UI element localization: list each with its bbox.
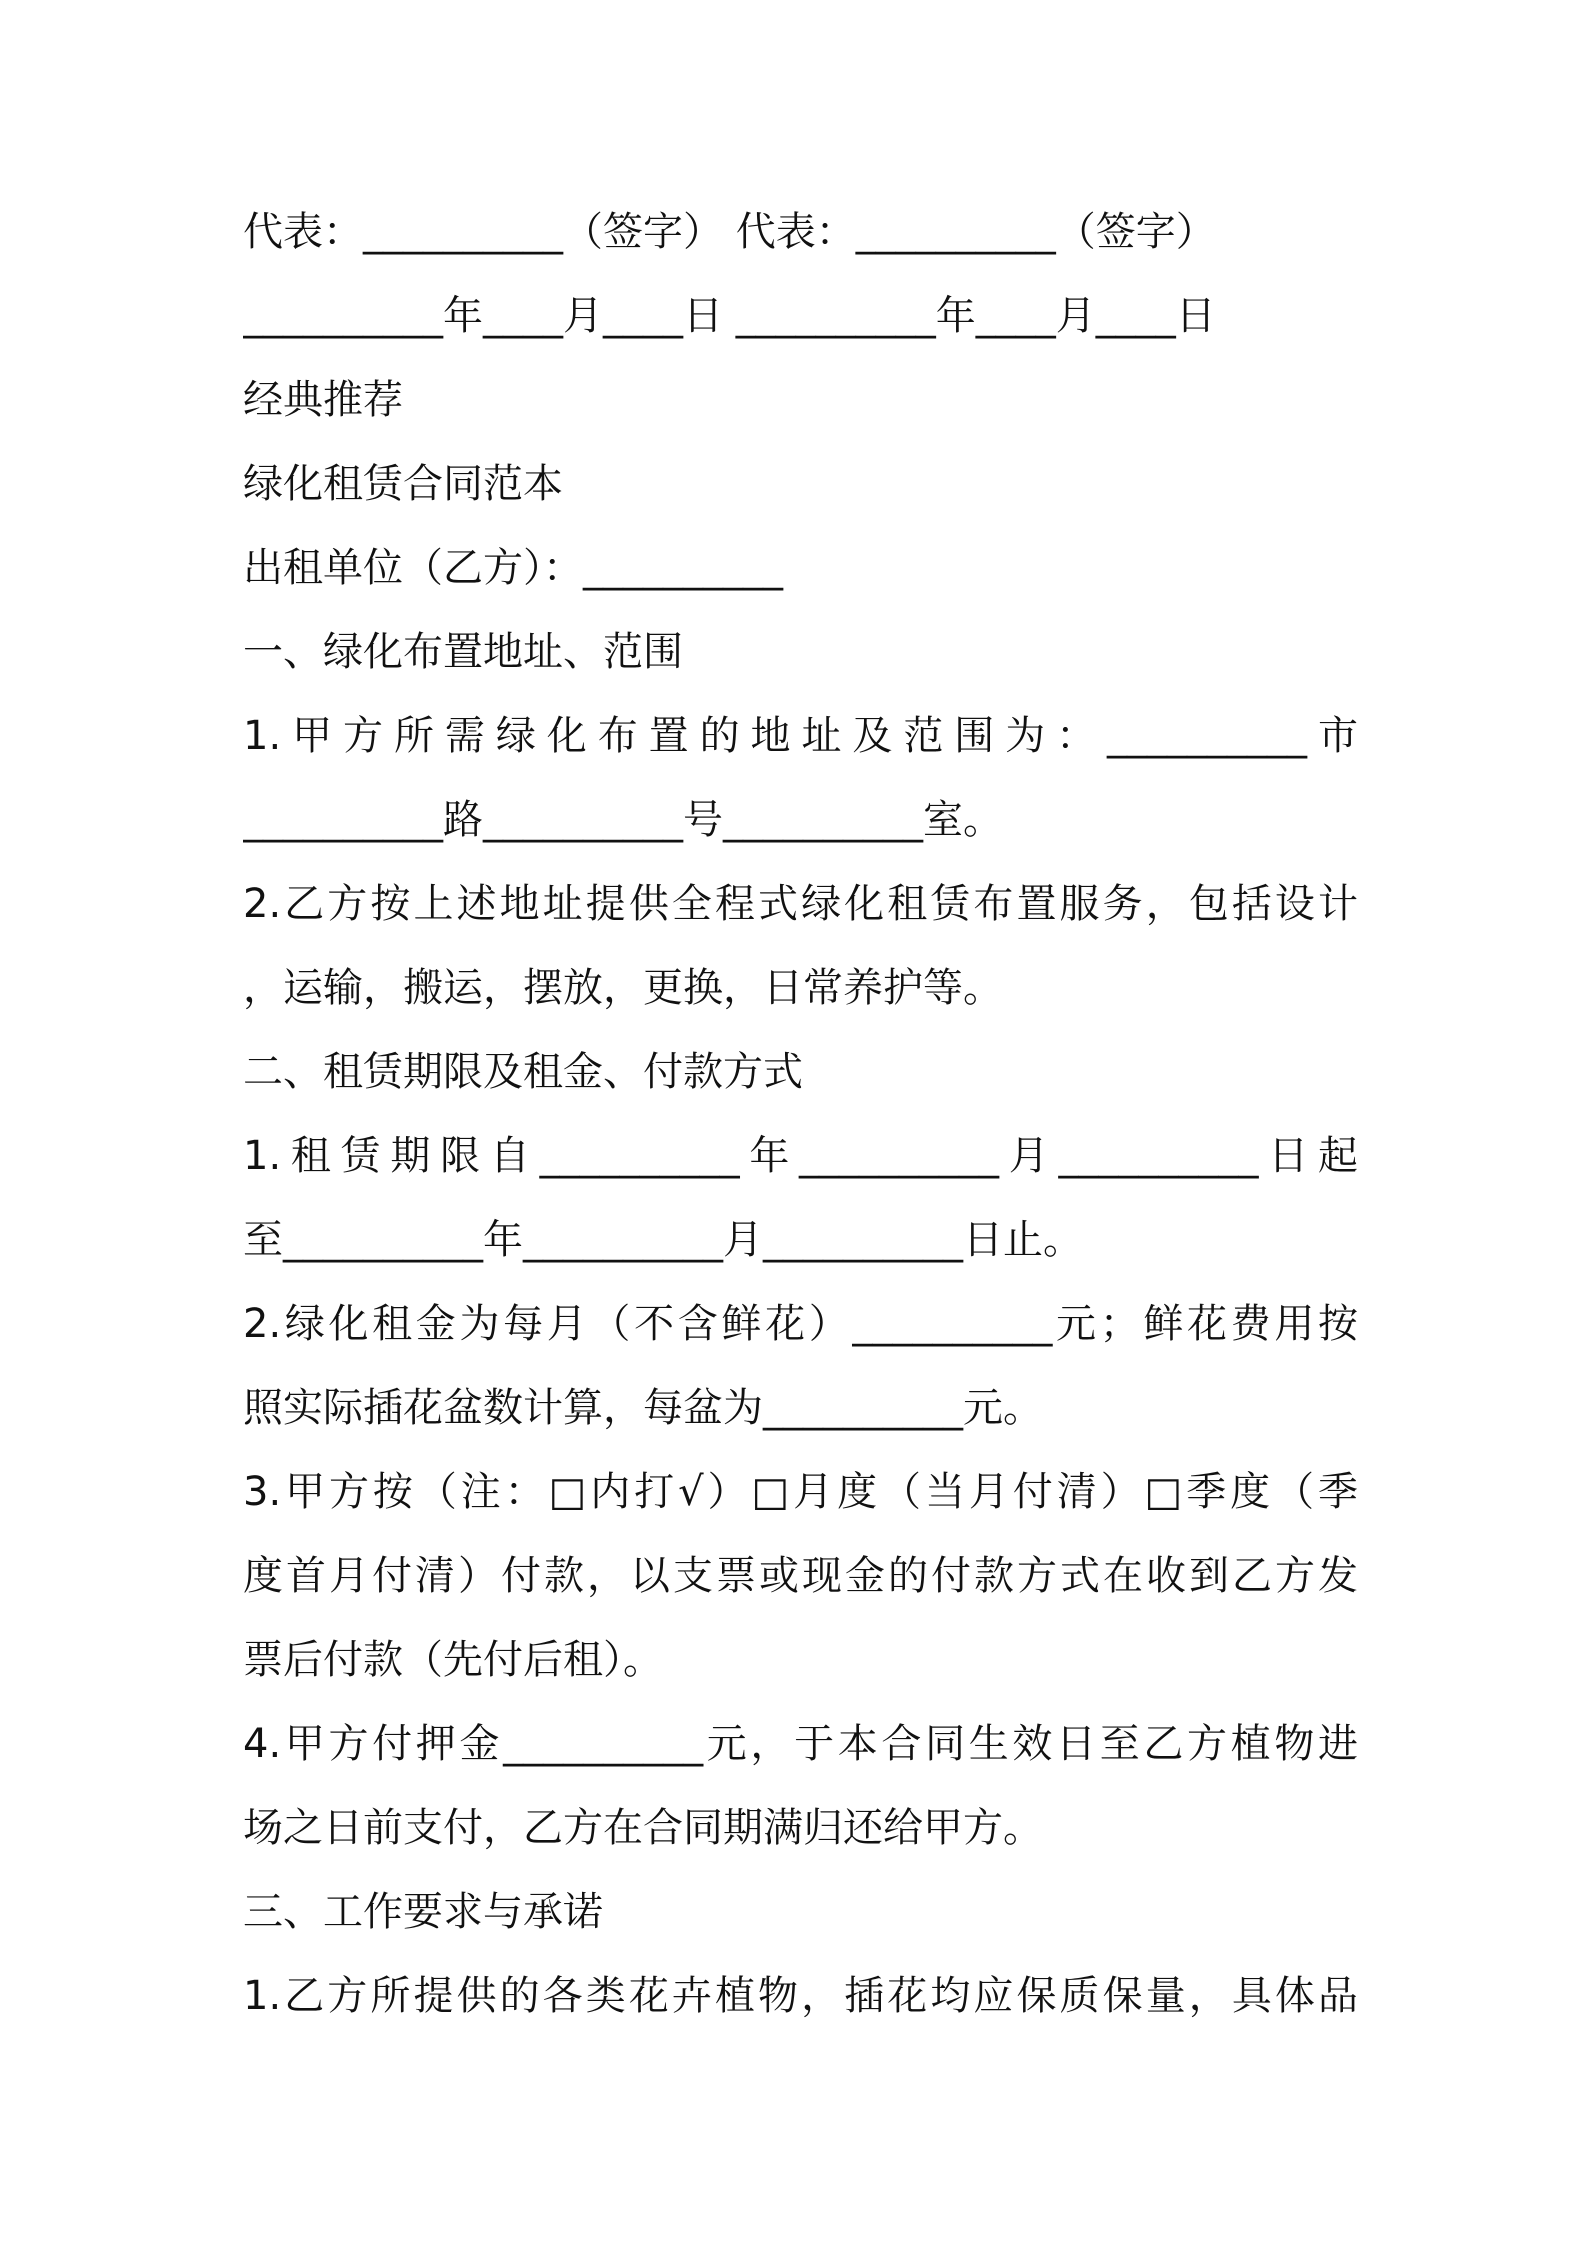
contract-body [243,190,1358,2038]
clause-2-4-line-2: 场之日前支付，乙方在合同期满归还给甲方。 [243,1805,1043,1851]
clause-2-1-line-2: 至__________年__________月__________日止。 [243,1217,1083,1263]
signature-date-line: __________年____月____日 __________年____月____日 [243,293,1216,339]
clause-1-1-line-2: __________路__________号__________室。 [243,797,1003,843]
clause-1-2-line-1: 2.乙方按上述地址提供全程式绿化租赁布置服务，包括设计 [243,881,1358,927]
clause-2-3-line-2: 度首月付清）付款，以支票或现金的付款方式在收到乙方发 [243,1553,1358,1599]
recommend-heading: 经典推荐 [243,377,403,423]
clause-2-2-line-2: 照实际插花盆数计算，每盆为__________元。 [243,1385,1043,1431]
clause-3-1-line-1: 1.乙方所提供的各类花卉植物，插花均应保质保量，具体品 [243,1973,1358,2019]
clause-2-2-line-1: 2.绿化租金为每月（不含鲜花）__________元；鲜花费用按 [243,1301,1358,1347]
clause-2-3-line-1: 3.甲方按（注：□内打√）□月度（当月付清）□季度（季 [243,1469,1358,1515]
lessor-line: 出租单位（乙方）：__________ [243,545,783,591]
signature-representatives-line: 代表：__________（签字） 代表：__________（签字） [243,209,1216,255]
contract-title: 绿化租赁合同范本 [243,461,563,507]
section-2-heading: 二、租赁期限及租金、付款方式 [243,1049,803,1095]
clause-2-3-line-3: 票后付款（先付后租）。 [243,1637,663,1683]
clause-2-4-line-1: 4.甲方付押金__________元，于本合同生效日至乙方植物进 [243,1721,1358,1767]
clause-1-2-line-2: ，运输，搬运，摆放，更换，日常养护等。 [243,965,1003,1011]
clause-1-1-line-1: 1.甲方所需绿化布置的地址及范围为：__________市 [243,713,1358,759]
clause-2-1-line-1: 1.租赁期限自__________年__________月__________日起 [243,1133,1358,1179]
section-1-heading: 一、绿化布置地址、范围 [243,629,683,675]
section-3-heading: 三、工作要求与承诺 [243,1889,603,1935]
